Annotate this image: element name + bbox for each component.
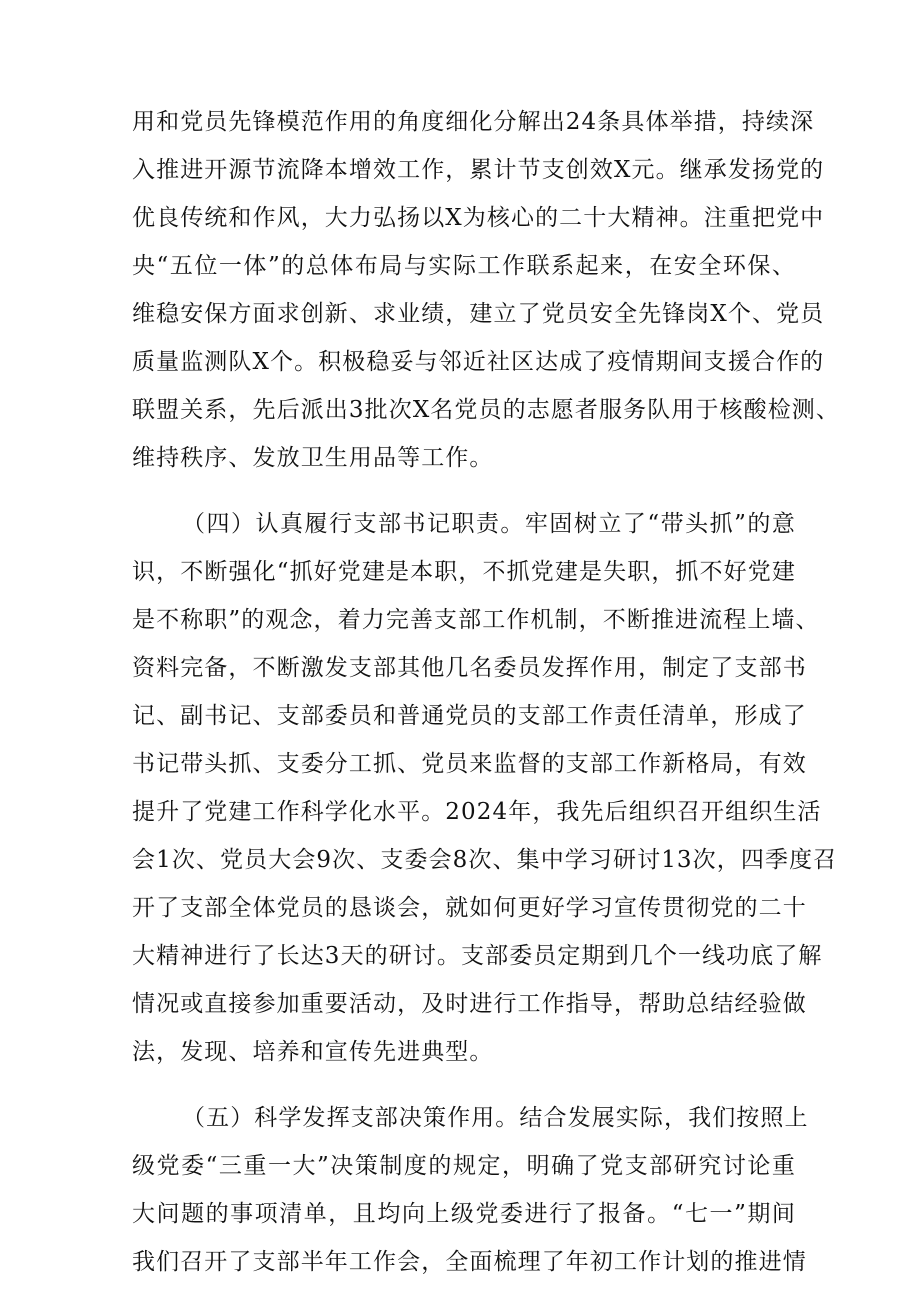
text-line: 级党委“三重一大”决策制度的规定，明确了党支部研究讨论重 xyxy=(132,1153,796,1179)
text-line: 会1次、党员大会9次、支委会8次、集中学习研讨13次，四季度召 xyxy=(132,847,838,873)
paragraph-spacer xyxy=(132,1076,796,1094)
text-line: 我们召开了支部半年工作会，全面梳理了年初工作计划的推进情 xyxy=(132,1249,807,1275)
text-line: 大精神进行了长达3天的研讨。支部委员定期到几个一线功底了解 xyxy=(132,943,823,969)
text-line: 质量监测队X个。积极稳妥与邻近社区达成了疫情期间支援合作的 xyxy=(132,349,825,375)
paragraph-section-5 xyxy=(132,1094,809,1286)
text-line: 开了支部全体党员的恳谈会，就如何更好学习宣传贯彻党的二十 xyxy=(132,895,807,921)
text-line: 是不称职”的观念，着力完善支部工作机制，不断推进流程上墙、 xyxy=(132,607,820,633)
text-line: 维稳安保方面求创新、求业绩，建立了党员安全先锋岗X个、党员 xyxy=(132,301,825,327)
paragraph-continuation xyxy=(132,98,841,482)
text-line: 优良传统和作风，大力弘扬以X为核心的二十大精神。注重把党中 xyxy=(132,205,825,231)
paragraph-section-4 xyxy=(132,500,838,1076)
text-line: 资料完备，不断激发支部其他几名委员发挥作用，制定了支部书 xyxy=(132,655,807,681)
text-line: 央“五位一体”的总体布局与实际工作联系起来，在安全环保、 xyxy=(132,253,796,279)
text-line: 记、副书记、支部委员和普通党员的支部工作责任清单，形成了 xyxy=(132,703,807,729)
text-line: 提升了党建工作科学化水平。2024年，我先后组织召开组织生活 xyxy=(132,799,822,825)
text-line: 法，发现、培养和宣传先进典型。 xyxy=(132,1039,494,1065)
text-line: 书记带头抓、支委分工抓、党员来监督的支部工作新格局，有效 xyxy=(132,751,807,777)
paragraph-spacer xyxy=(132,482,796,500)
text-line: 情况或直接参加重要活动，及时进行工作指导，帮助总结经验做 xyxy=(132,991,807,1017)
text-line: 识，不断强化“抓好党建是本职，不抓党建是失职，抓不好党建 xyxy=(132,559,796,585)
section-heading-line: （四）认真履行支部书记职责。牢固树立了“带头抓”的意 xyxy=(182,511,796,537)
text-line: 联盟关系，先后派出3批次X名党员的志愿者服务队用于核酸检测、 xyxy=(132,397,841,423)
text-line: 大问题的事项清单，且均向上级党委进行了报备。“七一”期间 xyxy=(132,1201,796,1227)
text-line: 维持秩序、发放卫生用品等工作。 xyxy=(132,445,494,471)
section-heading-line: （五）科学发挥支部决策作用。结合发展实际，我们按照上 xyxy=(182,1105,809,1131)
text-line: 用和党员先锋模范作用的角度细化分解出24条具体举措，持续深 xyxy=(132,109,815,135)
text-line: 入推进开源节流降本增效工作，累计节支创效X元。继承发扬党的 xyxy=(132,157,825,183)
document-body xyxy=(132,98,841,1286)
